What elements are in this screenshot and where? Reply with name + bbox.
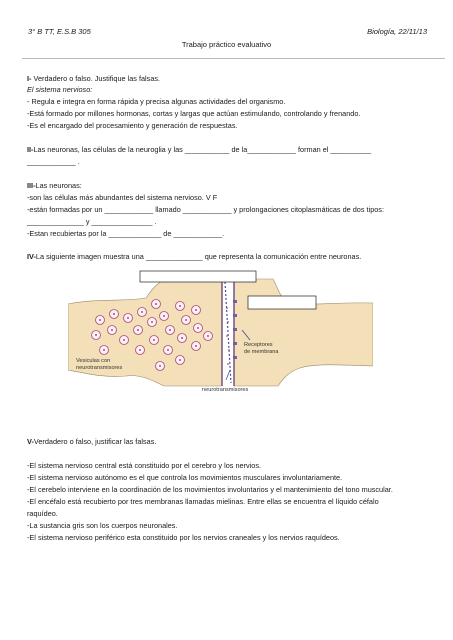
- section-5-title: Verdadero o falso, justificar las falsas.: [33, 437, 157, 446]
- section-1-topic: El sistema nervioso:: [27, 85, 93, 94]
- section-5-item: -El cerebelo interviene en la coordinación de los movimientos involuntarios y el mantenimiento del tono muscular.: [27, 485, 393, 494]
- section-5-number: V-: [27, 437, 34, 446]
- header-subject-date: Biología, 22/11/13: [367, 27, 427, 36]
- section-3-line: ______________ y _______________ .: [27, 217, 157, 226]
- synaptic-cleft: [225, 282, 231, 383]
- section-4-number: IV-: [27, 252, 36, 261]
- neurotransmitters-label: neurotransmisores: [202, 387, 249, 393]
- receptors-label-2: de membrana: [244, 349, 279, 355]
- section-3-number: III-: [27, 181, 36, 190]
- section-3-line: -Estan recubiertas por la _____________ de ____________.: [27, 229, 225, 238]
- section-1-item: -Está formado por millones hormonas, cortas y largas que actúan estimulando, controlando y frenando.: [27, 109, 361, 118]
- section-1-number: I-: [27, 74, 32, 83]
- header-divider: [22, 58, 445, 59]
- neurotransmitter-arrow: [226, 370, 230, 380]
- receptors-label-1: Receptores: [244, 342, 273, 348]
- section-1-item: -Es el encargado del procesamiento y generación de respuestas.: [27, 121, 238, 130]
- section-5-item: -El sistema nervioso autónomo es el que controla los movimientos musculares involuntariamente.: [27, 473, 343, 482]
- vesicles-label-2: neurotransmisores: [76, 365, 123, 371]
- blank-label-box-top: [140, 271, 256, 282]
- section-3-title: Las neuronas:: [35, 181, 82, 190]
- section-4-text: La siguiente imagen muestra una ______________ que representa la comunicación entre neuronas.: [35, 252, 362, 261]
- section-5-item: -El encéfalo está recubierto por tres membranas llamadas mielinas. Entre ellas se encuentra el líquido céfalo: [27, 497, 379, 506]
- blank-label-box-right: [248, 296, 316, 309]
- section-4-line: [27, 252, 361, 262]
- section-1-heading: [27, 74, 160, 84]
- vesicles-label-1: Vesiculas con: [76, 358, 111, 364]
- section-5-item: -La sustancia gris son los cuerpos neuronales.: [27, 521, 178, 530]
- section-5-item: -El sistema nervioso central está constituido por el cerebro y los nervios.: [27, 461, 262, 470]
- section-1-item: - Regula e integra en forma rápida y precisa algunas actividades del organismo.: [27, 97, 286, 106]
- synapse-diagram: [68, 270, 373, 395]
- section-3-heading: [27, 181, 82, 191]
- section-5-item: -El sistema nervioso periférico esta constituido por los nervios craneales y los nervios raquídeos.: [27, 533, 340, 542]
- section-2-number: II-: [27, 145, 34, 154]
- header-course: 3° B TT, E.S.B 305: [28, 27, 91, 36]
- header-subtitle: Trabajo práctico evaluativo: [181, 40, 272, 49]
- section-1-title: Verdadero o falso. Justifique las falsas.: [31, 74, 161, 83]
- section-5-heading: [27, 437, 156, 447]
- section-5-item: raquídeo.: [27, 509, 58, 518]
- section-2-text: Las neuronas, las células de la neuroglia y las ___________ de la____________ forman el __________: [33, 145, 372, 154]
- section-3-line: -están formadas por un ____________ llamado ____________ y prolongaciones citoplasmáticas de dos tipos:: [27, 205, 384, 214]
- section-2-line-cont: ____________ .: [27, 157, 80, 166]
- section-3-line: -son las células más abundantes del sistema nervioso. V F: [27, 193, 218, 202]
- postsynaptic-terminal: [234, 279, 373, 386]
- section-2-line: [27, 145, 371, 155]
